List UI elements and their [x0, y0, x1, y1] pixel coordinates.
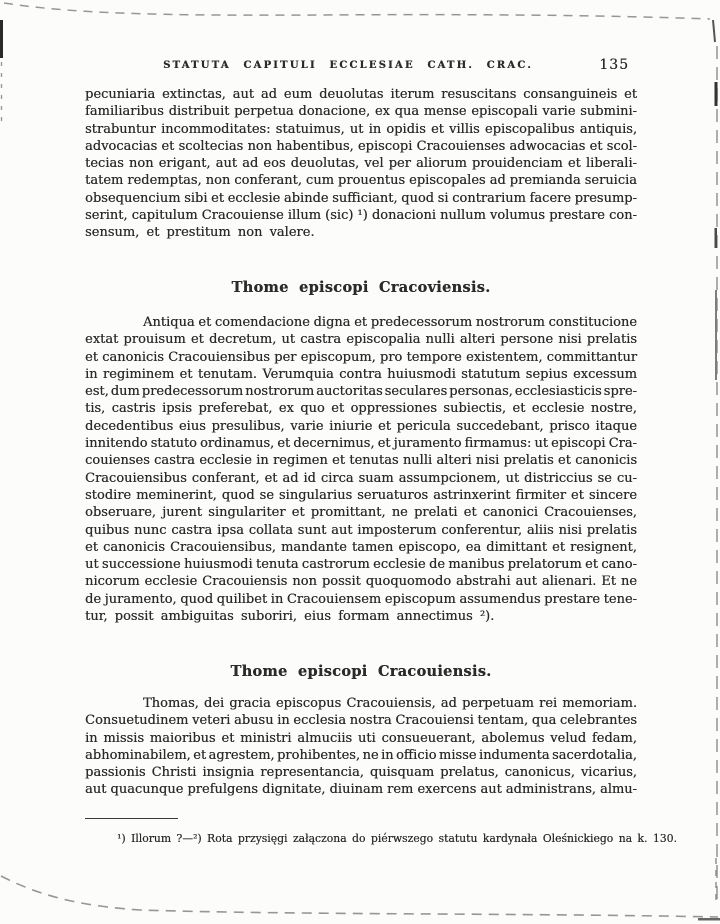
left-edge-mark [0, 20, 3, 58]
text-line: abhominabilem, et agrestem, prohibentes, ne in officio misse indumenta sacerdotalia, [85, 747, 637, 763]
text-line: nicorum ecclesie Cracouiensis non possit quoquomodo abstrahi aut alienari. Et ne [85, 574, 637, 590]
text-line: obsequencium sibi et ecclesie abinde sufficiant, quod si contrarium facere presump- [85, 190, 637, 206]
text-line: tatem redemptas, non conferant, cum prouentus episcopales ad premianda seruicia [85, 173, 637, 189]
text-line: Antiqua et comendacione digna et predecessorum nostrorum constitucione [143, 315, 637, 330]
paragraph-3 [85, 695, 637, 799]
text-line: couienses castra ecclesie in regimen et tenutas nulli alteri nisi prelatis et canonicis [85, 453, 637, 469]
text-line: tecias non erigant, aut ad eos deuolutas, vel per aliorum prouidenciam et liberali- [85, 156, 637, 172]
text-line: Consuetudinem veteri abusu in ecclesia nostra Cracouiensi tentam, qua celebrantes [85, 713, 637, 729]
text-line: Thomas, dei gracia episcopus Cracouiensis, ad perpetuam rei memoriam. [143, 696, 637, 711]
text-line: ut successione huiusmodi tenuta castrorum ecclesie de manibus prelatorum et cano- [85, 557, 637, 573]
text-line: obseruare, jurent singulariter et promittant, ne prelati et canonici Cracouienses, [85, 505, 637, 521]
text-line: est, dum predecessorum nostrorum auctoritas seculares personas, ecclesiasticis spre- [85, 384, 637, 400]
text-line: in missis maioribus et ministri almuciis uti consueuerant, abolemus velud fedam, [85, 730, 637, 746]
paragraph-2 [85, 314, 637, 625]
text-line: decedentibus eius presulibus, varie iniurie et pericula succedebant, prisco itaque [85, 418, 637, 434]
text-line: sensum, et prestitum non valere. [85, 225, 315, 241]
footnote: ¹) Illorum ?—²) Rota przysięgi załączona do piérwszego statutu kardynała Oleśnickiego na k. 130. [117, 832, 677, 845]
footnote-separator [85, 818, 178, 819]
section-heading-2: Thome episcopi Cracouiensis. [230, 663, 492, 680]
text-line: et canonicis Cracouiensibus per episcopum, pro tempore existentem, committantur [85, 349, 637, 365]
text-line: Cracouiensibus conferant, et ad id circa suam assumpcionem, ut districcius se cu- [85, 470, 637, 486]
bottom-edge-line [1, 876, 718, 917]
text-line: aut quacunque prefulgens dignitate, diuinam rem exercens aut administrans, almu- [85, 782, 637, 798]
text-line: passionis Christi insignia representancia, quisquam prelatus, canonicus, vicarius, [85, 765, 637, 781]
text-line: advocacias et scoltecias non habentibus, episcopi Cracouienses adwocacias et scol- [85, 138, 637, 154]
text-line: extat prouisum et decretum, ut castra episcopalia nulli alteri persone nisi prelatis [85, 332, 637, 348]
text-line: strabuntur incommoditates: statuimus, ut in opidis et villis episcopalibus antiquis, [85, 121, 637, 137]
text-line: innitendo statuto ordinamus, et decernimus, et juramento firmamus: ut episcopi Cra- [85, 436, 637, 452]
text-line: de juramento, quod quilibet in Cracouiensem episcopum assumendus prestare tene- [85, 591, 637, 607]
top-edge-line [4, 3, 710, 19]
running-title: STATUTA CAPITULI ECCLESIAE CATH. CRAC. [163, 60, 533, 71]
text-line: et canonicis Cracouiensibus, mandante tamen episcopo, ea dimittant et resignent, [85, 539, 637, 555]
page-header [85, 57, 637, 78]
text-line: quibus nunc castra ipsa collata sunt aut imposterum conferentur, aliis nisi prelatis [85, 522, 637, 538]
section-heading-1: Thome episcopi Cracoviensis. [231, 279, 491, 296]
text-line: familiaribus distribuit perpetua donacione, ex qua mense episcopali varie submini- [85, 104, 637, 120]
text-line: stodire meminerint, quod se singularius seruaturos astrinxerint firmiter et sincere [85, 487, 637, 503]
text-line: serint, capitulum Cracouiense illum (sic) ¹) donacioni nullum volumus prestare con- [85, 208, 637, 224]
text-line: in regiminem et tenutam. Verumquia contra huiusmodi statutum sepius excessum [85, 366, 637, 382]
page-number: 135 [599, 57, 629, 73]
paragraph-1 [85, 86, 637, 242]
text-line: pecuniaria extinctas, aut ad eum deuolutas iterum resuscitans consanguineis et [85, 87, 637, 102]
text-line: tis, castris ipsis preferebat, ex quo et oppressiones subiectis, et ecclesie nostre, [85, 401, 637, 417]
text-line: tur, possit ambiguitas suboriri, eius formam annectimus ²). [85, 609, 495, 625]
